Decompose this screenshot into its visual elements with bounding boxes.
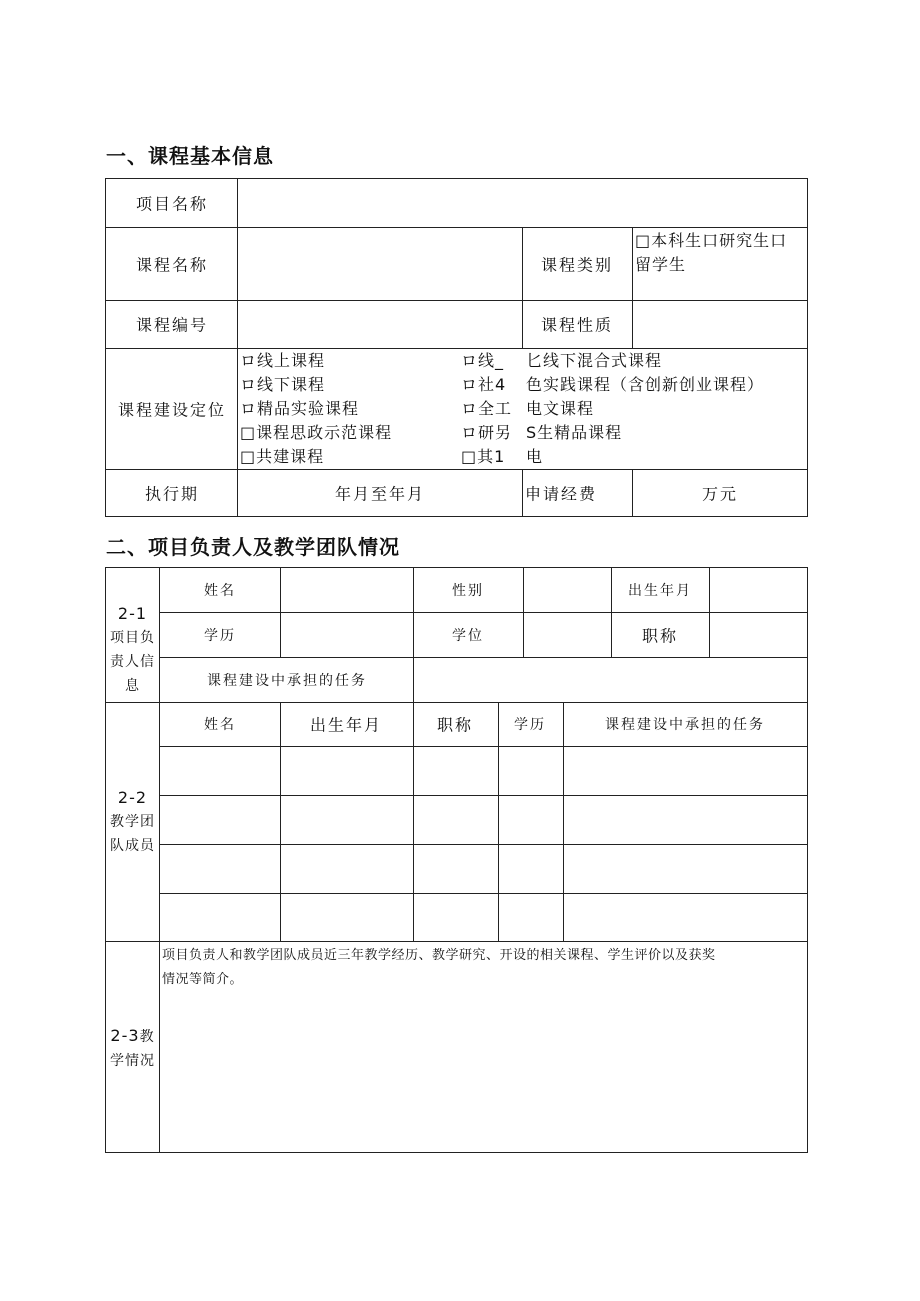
team-member-row[interactable] <box>160 747 807 794</box>
leader-gender-label: 性别 <box>452 583 484 599</box>
basic-info-table <box>105 178 808 517</box>
team-member-row[interactable] <box>160 845 807 892</box>
positioning-option-text: 电 <box>526 447 544 466</box>
positioning-option-text: S生精品课程 <box>526 423 623 442</box>
leader-education-field[interactable] <box>281 614 412 656</box>
positioning-option-text: 匕线下混合式课程 <box>526 351 663 370</box>
leader-name-label: 姓名 <box>204 583 236 599</box>
team-header-birth: 出生年月 <box>309 715 383 735</box>
project-name-field[interactable] <box>238 180 807 226</box>
funding-value[interactable]: 万元 <box>701 484 739 504</box>
team-section-label: 2-2 教学团 队成员 <box>106 786 159 858</box>
leader-birth-label: 出生年月 <box>628 583 692 599</box>
course-nature-label: 课程性质 <box>540 315 614 335</box>
leader-gender-field[interactable] <box>524 569 610 611</box>
leader-birth-field[interactable] <box>710 569 807 611</box>
team-section-number: 2-2 <box>117 788 148 807</box>
positioning-options-col-1[interactable] <box>240 349 392 469</box>
leader-name-field[interactable] <box>281 569 412 611</box>
leader-title-label: 职称 <box>641 626 679 646</box>
positioning-option[interactable]: ロ精品实验课程 <box>240 399 360 418</box>
course-category-label: 课程类别 <box>540 255 614 275</box>
teaching-description[interactable]: 项目负责人和教学团队成员近三年教学经历、教学研究、开设的相关课程、学生评价以及获奖 情况等简介。 <box>162 948 716 987</box>
leader-task-label: 课程建设中承担的任务 <box>207 673 367 689</box>
project-name-label: 项目名称 <box>135 194 209 214</box>
teaching-section-label: 2-3教 学情况 <box>110 1026 155 1069</box>
leader-education-label: 学历 <box>204 628 236 644</box>
leader-degree-field[interactable] <box>524 614 610 656</box>
course-code-field[interactable] <box>238 301 521 347</box>
section-2-title: 二、项目负责人及教学团队情况 <box>106 535 400 559</box>
course-code-label: 课程编号 <box>135 315 209 335</box>
period-value[interactable]: 年月至年月 <box>334 484 426 504</box>
team-header-task: 课程建设中承担的任务 <box>605 717 765 733</box>
section-1-title: 一、课程基本信息 <box>106 144 274 168</box>
positioning-option[interactable]: ロ线上课程 <box>240 351 326 370</box>
positioning-option[interactable]: □课程思政示范课程 <box>240 423 393 442</box>
positioning-option[interactable]: ロ线下课程 <box>240 375 326 394</box>
course-name-field[interactable] <box>238 228 521 299</box>
leader-degree-label: 学位 <box>452 628 484 644</box>
positioning-option[interactable]: ロ社4 <box>461 375 507 394</box>
leader-section-number: 2-1 <box>117 604 148 623</box>
course-category-line-2: 留学生 <box>635 255 687 274</box>
leader-title-field[interactable] <box>710 614 807 656</box>
team-member-row[interactable] <box>160 796 807 843</box>
funding-label: 申请经费 <box>524 484 598 504</box>
teaching-section-number: 2-3 <box>110 1026 140 1045</box>
course-category-line-1: □本科生口研究生口 <box>635 231 788 250</box>
positioning-options-col-3 <box>526 349 764 469</box>
positioning-option[interactable]: ロ全工 <box>461 399 513 418</box>
positioning-option[interactable]: ロ研另 <box>461 423 513 442</box>
positioning-option[interactable]: □其1 <box>461 447 506 466</box>
positioning-option[interactable]: ロ线_ <box>461 351 505 370</box>
course-name-label: 课程名称 <box>135 255 209 275</box>
positioning-option[interactable]: □共建课程 <box>240 447 325 466</box>
positioning-options-col-2[interactable] <box>461 349 512 469</box>
positioning-option-text: 电文课程 <box>526 399 595 418</box>
course-category-options[interactable] <box>635 229 787 277</box>
team-info-table <box>105 567 808 1153</box>
leader-section-label: 2-1 项目负 责人信 息 <box>106 602 159 698</box>
leader-task-field[interactable] <box>414 658 807 701</box>
team-member-row[interactable] <box>160 894 807 940</box>
period-label: 执行期 <box>144 484 200 504</box>
positioning-label: 课程建设定位 <box>117 400 227 420</box>
positioning-option-text: 色实践课程（含创新创业课程） <box>526 375 765 394</box>
course-nature-field[interactable] <box>633 301 807 347</box>
team-header-name: 姓名 <box>204 717 236 733</box>
team-header-education: 学历 <box>514 717 546 733</box>
team-header-title: 职称 <box>436 715 474 735</box>
